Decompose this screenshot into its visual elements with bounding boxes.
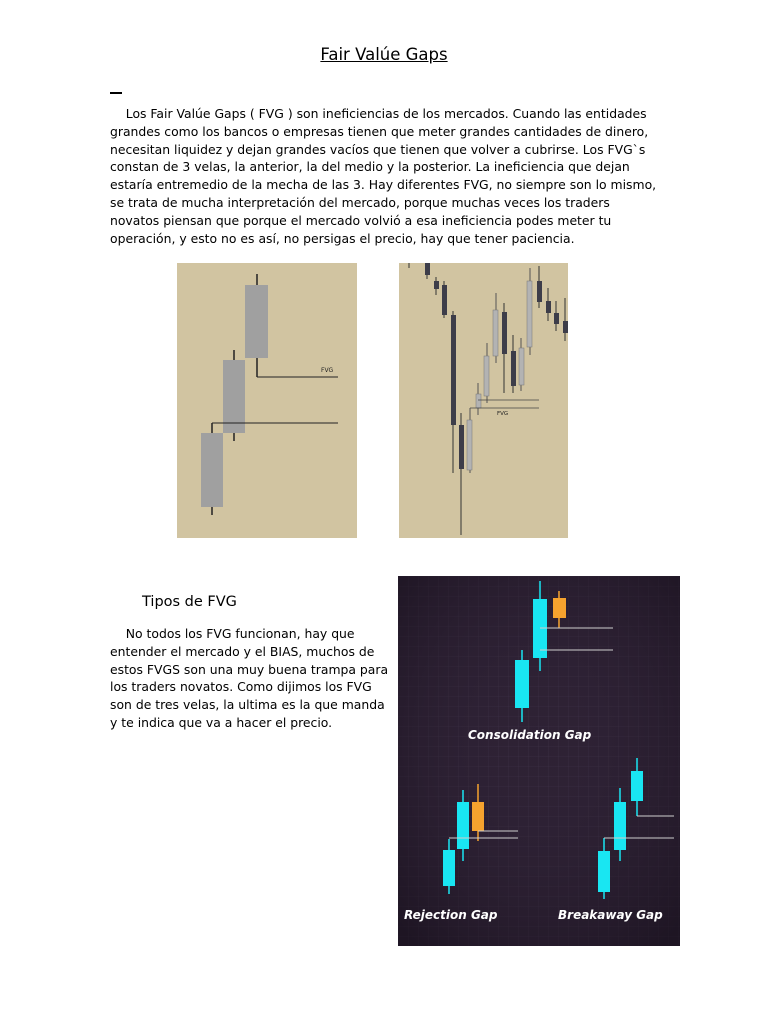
intro-paragraph	[110, 105, 658, 247]
document-title: Fair Valúe Gaps	[320, 45, 448, 64]
horizontal-rule	[110, 92, 122, 94]
rejection-gap-label: Rejection Gap	[404, 908, 498, 922]
fvg-label: FVG	[497, 411, 509, 417]
fvg-label: FVG	[321, 367, 334, 374]
breakaway-gap-label: Breakaway Gap	[558, 908, 663, 922]
section-paragraph	[110, 625, 392, 732]
intro-text: Los Fair Valúe Gaps ( FVG ) son ineficiencias de los mercados. Cuando las entidades grandes como los bancos o empresas tienen que meter grandes cantidades de dinero, necesitan liquidez y dejan grandes vacíos que tienen que volver a cubrirse. Los FVG`s constan de 3 velas, la anterior, la del medio y la posterior. La ineficiencia que dejan estaría entremedio de la mecha de las 3. Hay diferentes FVG, no siempre son lo mismo, se trata de mucha interpretación del mercado, porque muchas veces los traders novatos piensan que porque el mercado volvió a esa ineficiencia podes meter tu operación, y esto no es así, no persigas el precio, hay que tener paciencia.	[110, 106, 657, 246]
candle-2	[223, 350, 245, 441]
chart-background	[399, 263, 568, 538]
section-text: No todos los FVG funcionan, hay que entender el mercado y el BIAS, muchos de estos FVGS son una muy buena trampa para los traders novatos. Como dijimos los FVG son de tres velas, la ultima es la que manda y te indica que va a hacer el precio.	[110, 626, 389, 730]
fvg-diagram-chart	[399, 263, 568, 538]
section-heading: Tipos de FVG	[142, 594, 237, 610]
fvg-types-diagram	[398, 576, 680, 946]
consolidation-gap-label: Consolidation Gap	[468, 728, 592, 742]
candle-1	[201, 423, 223, 515]
fvg-diagram-simple	[177, 263, 357, 538]
